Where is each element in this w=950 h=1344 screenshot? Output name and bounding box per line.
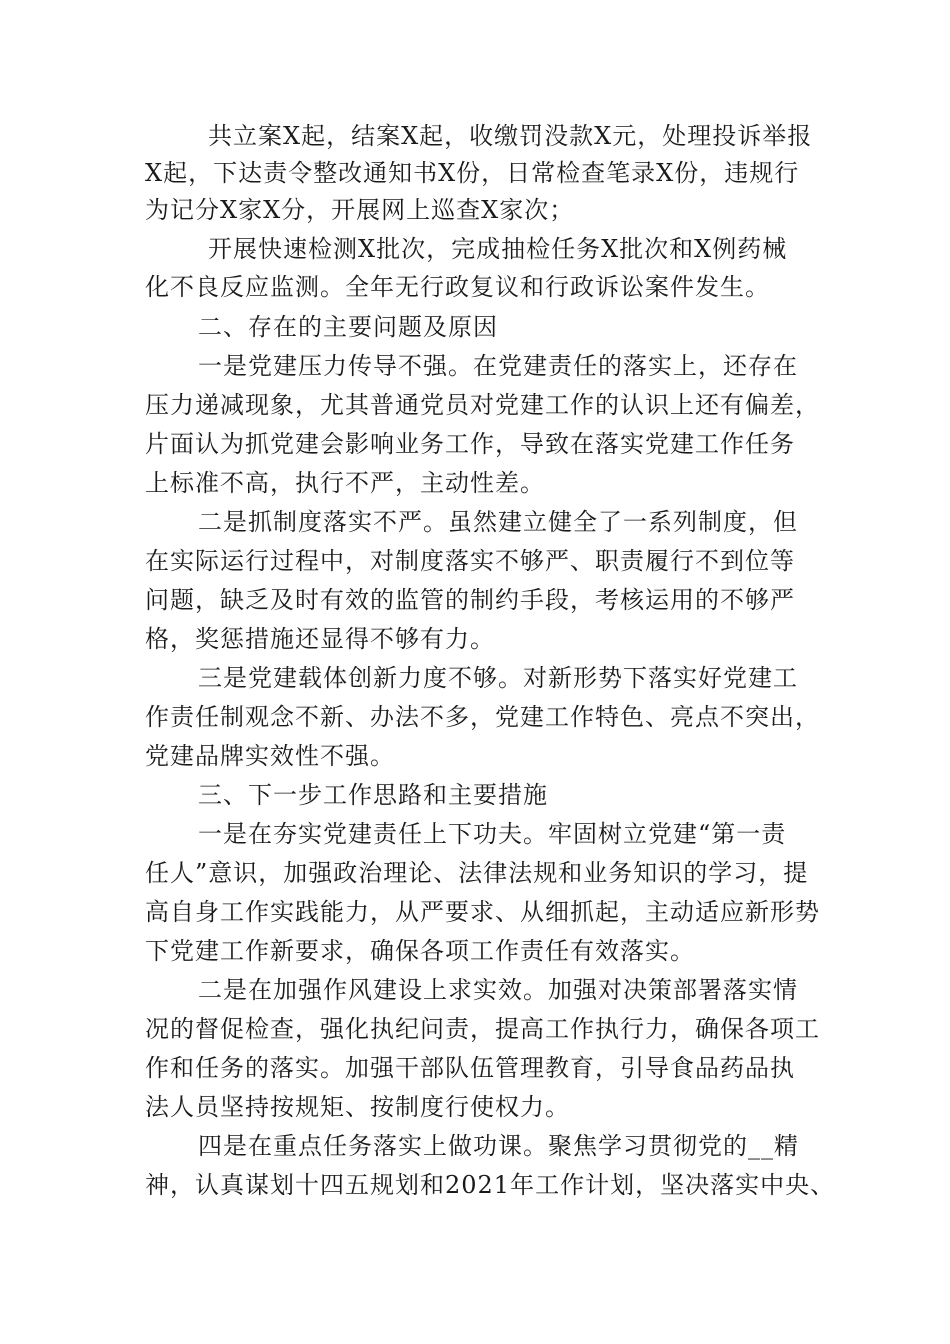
paragraph-line: 压力递减现象，尤其普通党员对党建工作的认识上还有偏差， [145,391,820,419]
paragraph-line: 问题，缺乏及时有效的监管的制约手段，考核运用的不够严 [145,586,795,614]
paragraph-line: 开展快速检测X批次，完成抽检任务X批次和X例药械 [208,235,788,263]
paragraph-line: 化不良反应监测。全年无行政复议和行政诉讼案件发生。 [145,273,770,301]
paragraph-line: 在实际运行过程中，对制度落实不够严、职责履行不到位等 [145,547,795,575]
paragraph-line: 神，认真谋划十四五规划和2021年工作计划，坚决落实中央、 [145,1171,836,1199]
paragraph-line: 上标准不高，执行不严，主动性差。 [145,469,545,497]
paragraph-line: 共立案X起，结案X起，收缴罚没款X元，处理投诉举报 [208,122,813,150]
paragraph-line: 一是党建压力传导不强。在党建责任的落实上，还存在 [198,352,798,380]
paragraph-line: 法人员坚持按规矩、按制度行使权力。 [145,1093,570,1121]
paragraph-line: X起，下达责令整改通知书X份，日常检查笔录X份，违规行 [145,159,800,187]
paragraph-line: 高自身工作实践能力，从严要求、从细抓起，主动适应新形势 [145,898,820,926]
paragraph-line: 格，奖惩措施还显得不够有力。 [145,625,495,653]
paragraph-line: 为记分X家X分，开展网上巡查X家次； [145,196,575,224]
paragraph-line: 任人”意识，加强政治理论、法律法规和业务知识的学习，提 [145,859,809,887]
paragraph-line: 二是抓制度落实不严。虽然建立健全了一系列制度，但 [198,508,798,536]
paragraph-line: 四是在重点任务落实上做功课。聚焦学习贯彻党的__精 [198,1132,799,1160]
section-heading: 二、存在的主要问题及原因 [198,313,498,341]
paragraph-line: 二是在加强作风建设上求实效。加强对决策部署落实情 [198,976,798,1004]
paragraph-line: 况的督促检查，强化执纪问责，提高工作执行力，确保各项工 [145,1015,820,1043]
paragraph-line: 一是在夯实党建责任上下功夫。牢固树立党建“第一责 [198,820,787,848]
paragraph-line: 党建品牌实效性不强。 [145,742,395,770]
section-heading: 三、下一步工作思路和主要措施 [198,781,548,809]
paragraph-line: 下党建工作新要求，确保各项工作责任有效落实。 [145,937,695,965]
paragraph-line: 片面认为抓党建会影响业务工作，导致在落实党建工作任务 [145,430,795,458]
paragraph-line: 作和任务的落实。加强干部队伍管理教育，引导食品药品执 [145,1054,795,1082]
paragraph-line: 作责任制观念不新、办法不多，党建工作特色、亮点不突出， [145,703,820,731]
paragraph-line: 三是党建载体创新力度不够。对新形势下落实好党建工 [198,664,798,692]
